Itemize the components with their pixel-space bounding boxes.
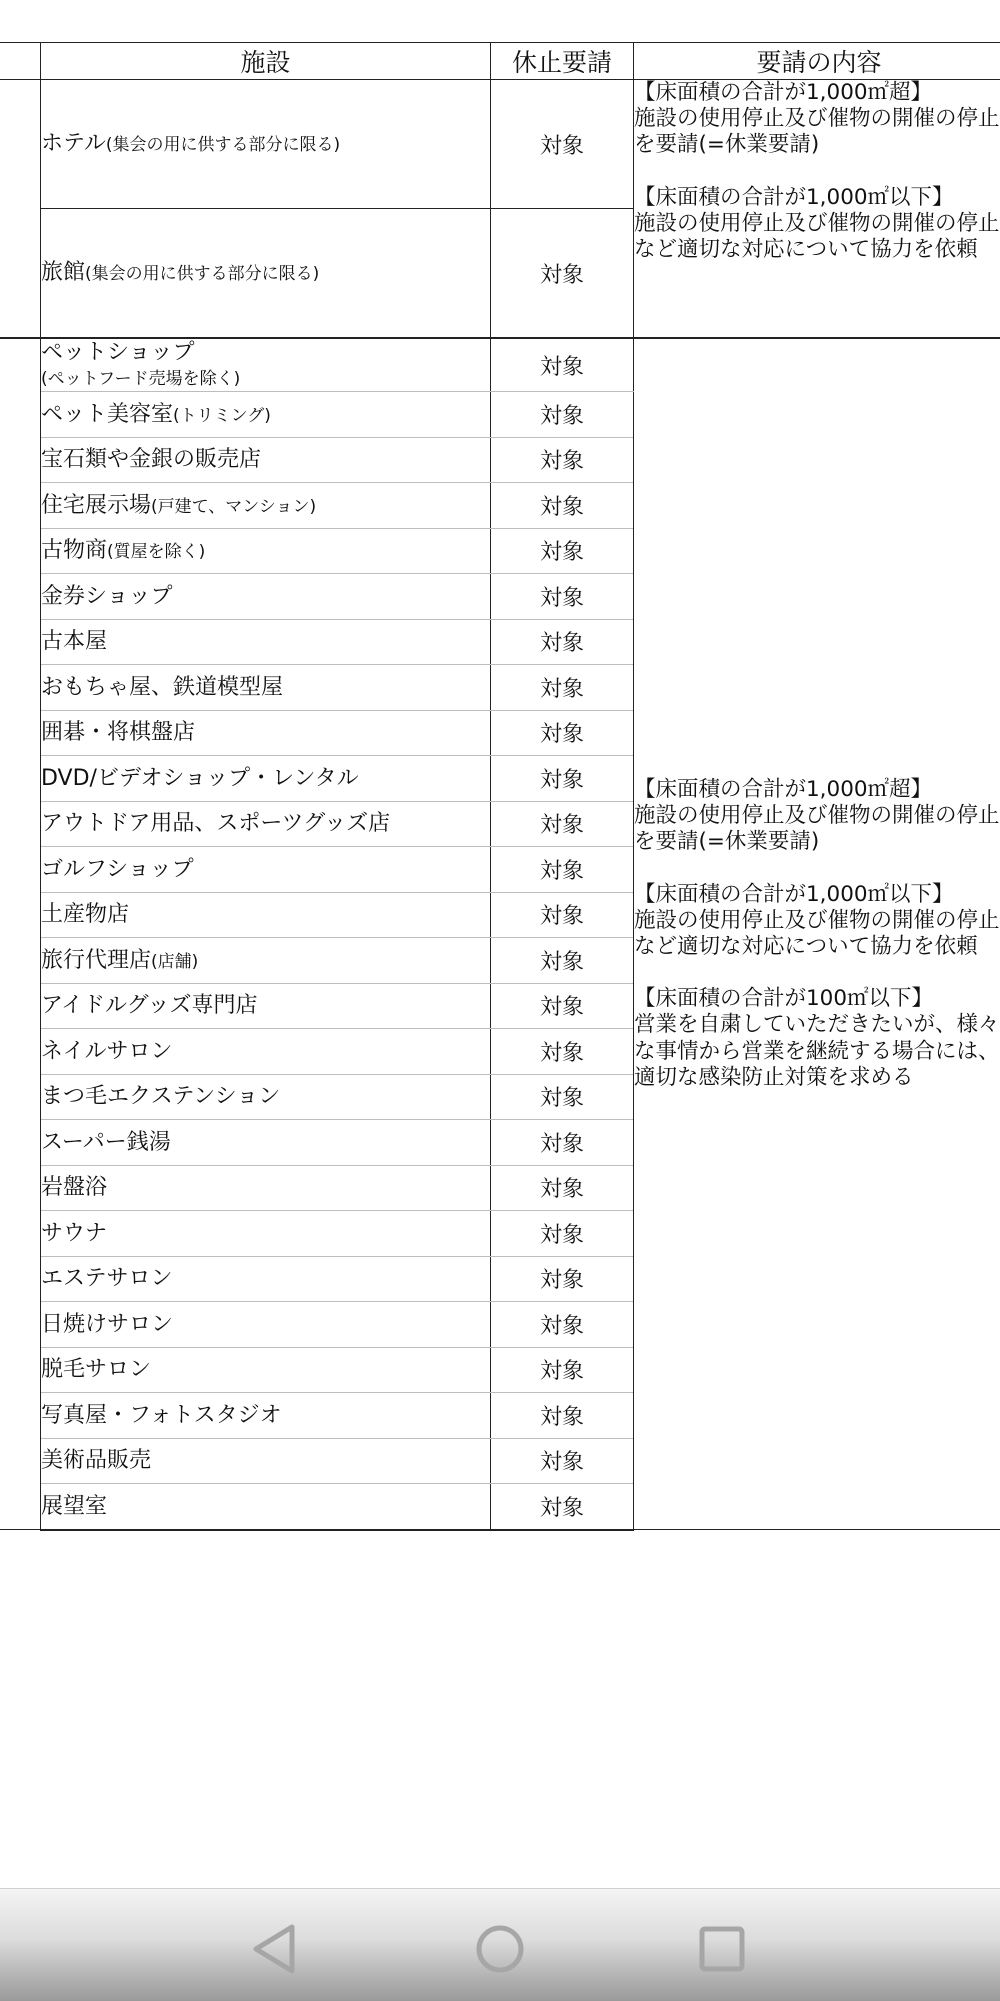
facility-name: 金券ショップ <box>41 584 173 609</box>
facility-note: (質屋を除く) <box>107 542 205 562</box>
table-row <box>0 80 1000 209</box>
system-navigation-bar <box>0 1888 1000 2001</box>
facility-name: 囲碁・将棋盤店 <box>41 720 195 745</box>
facility-name: ネイルサロン <box>41 1039 173 1064</box>
facility-name-cell <box>41 1347 491 1393</box>
closure-flag-cell: 対象 <box>491 1438 634 1484</box>
facility-note: (店舗) <box>151 952 198 972</box>
closure-flag-cell: 対象 <box>491 847 634 893</box>
facility-note: (戸建て、マンション) <box>151 497 316 517</box>
facility-name: スーパー銭湯 <box>41 1130 171 1155</box>
facility-name-cell <box>41 1302 491 1348</box>
group1-body <box>0 80 1000 339</box>
facility-name-cell <box>41 338 491 392</box>
facility-name-cell <box>41 1211 491 1257</box>
closure-flag-cell: 対象 <box>491 665 634 711</box>
facility-name-cell <box>41 1120 491 1166</box>
closure-flag-cell: 対象 <box>491 528 634 574</box>
closure-flag-cell: 対象 <box>491 1211 634 1257</box>
facility-note: (トリミング) <box>173 406 271 426</box>
closure-flag-cell: 対象 <box>491 80 634 209</box>
request-body: 施設の使用停止及び催物の開催の停止など適切な対応について協力を依頼 <box>634 908 1000 960</box>
closure-flag-cell: 対象 <box>491 892 634 938</box>
table-row <box>0 338 1000 392</box>
row-blank-cell <box>0 80 41 339</box>
facility-name-cell <box>41 1393 491 1439</box>
request-body: 施設の使用停止及び催物の開催の停止を要請(=休業要請) <box>634 803 1000 855</box>
request-content-cell <box>634 338 1000 1530</box>
facility-name: アウトドア用品、スポーツグッズ店 <box>41 811 390 836</box>
closure-flag-cell: 対象 <box>491 983 634 1029</box>
request-title: 【床面積の合計が1,000㎡以下】 <box>634 882 1000 908</box>
facility-name: 宝石類や金銀の販売店 <box>41 447 261 472</box>
facility-name: 古物商 <box>41 538 107 563</box>
facility-name-cell <box>41 209 491 339</box>
facility-name-cell <box>41 710 491 756</box>
facility-name: 古本屋 <box>41 629 107 654</box>
facility-name-cell <box>41 756 491 802</box>
facility-name-cell <box>41 1165 491 1211</box>
facility-name-cell <box>41 80 491 209</box>
facility-name: 住宅展示場 <box>41 493 151 518</box>
facility-name-cell <box>41 483 491 529</box>
request-body: 営業を自粛していただきたいが、様々な事情から営業を継続する場合には、適切な感染防止対策を求める <box>634 1012 1000 1091</box>
request-title: 【床面積の合計が1,000㎡超】 <box>634 777 1000 803</box>
closure-flag-cell: 対象 <box>491 574 634 620</box>
facility-name-cell <box>41 437 491 483</box>
request-block <box>634 80 1000 159</box>
request-title: 【床面積の合計が1,000㎡超】 <box>634 80 1000 106</box>
recent-square-icon[interactable] <box>692 1923 752 1975</box>
facility-name-cell <box>41 892 491 938</box>
closure-flag-cell: 対象 <box>491 483 634 529</box>
closure-flag-cell: 対象 <box>491 209 634 339</box>
facility-name: ゴルフショップ <box>41 857 194 882</box>
header-content: 要請の内容 <box>634 43 1000 80</box>
facility-name-cell <box>41 983 491 1029</box>
closure-flag-cell: 対象 <box>491 619 634 665</box>
facility-note: (集会の用に供する部分に限る) <box>85 264 319 284</box>
facility-name-cell <box>41 392 491 438</box>
header-blank <box>0 43 41 80</box>
request-content-cell <box>634 80 1000 339</box>
request-title: 【床面積の合計が100㎡以下】 <box>634 986 1000 1012</box>
header-facility: 施設 <box>41 43 491 80</box>
closure-flag-cell: 対象 <box>491 1256 634 1302</box>
table-header-row <box>0 43 1000 80</box>
facility-name-cell <box>41 619 491 665</box>
facility-name-cell <box>41 528 491 574</box>
facility-name: アイドルグッズ専門店 <box>41 993 257 1018</box>
facility-name-cell <box>41 1256 491 1302</box>
home-circle-icon[interactable] <box>470 1923 530 1975</box>
facility-name-cell <box>41 1029 491 1075</box>
facility-note: (ペットフード売場を除く) <box>41 369 240 389</box>
row-blank-cell <box>0 338 41 1530</box>
closure-flag-cell: 対象 <box>491 1165 634 1211</box>
facility-name: ペットショップ <box>41 340 195 365</box>
facility-name-cell <box>41 1484 491 1530</box>
facility-name: 土産物店 <box>41 902 129 927</box>
request-body: 施設の使用停止及び催物の開催の停止など適切な対応について協力を依頼 <box>634 211 1000 263</box>
facility-name: 脱毛サロン <box>41 1357 151 1382</box>
closure-flag-cell: 対象 <box>491 1302 634 1348</box>
facility-name: サウナ <box>41 1221 107 1246</box>
closure-flag-cell: 対象 <box>491 938 634 984</box>
facility-name: まつ毛エクステンション <box>41 1084 280 1109</box>
facility-name: 日焼けサロン <box>41 1312 173 1337</box>
request-block <box>634 185 1000 264</box>
closure-flag-cell: 対象 <box>491 1120 634 1166</box>
facility-name: 美術品販売 <box>41 1448 151 1473</box>
closure-flag-cell: 対象 <box>491 756 634 802</box>
facility-name-cell <box>41 801 491 847</box>
group2-body <box>0 338 1000 1530</box>
facility-name: 旅行代理店 <box>41 948 151 973</box>
facility-name-cell <box>41 574 491 620</box>
facility-name: ホテル <box>41 131 106 156</box>
facility-name: 旅館 <box>41 260 85 285</box>
closure-flag-cell: 対象 <box>491 1393 634 1439</box>
closure-flag-cell: 対象 <box>491 1347 634 1393</box>
facility-name: おもちゃ屋、鉄道模型屋 <box>41 675 283 700</box>
facility-name-cell <box>41 1074 491 1120</box>
back-triangle-icon[interactable] <box>246 1923 306 1975</box>
facility-name: 展望室 <box>41 1494 107 1519</box>
facility-name-cell <box>41 938 491 984</box>
request-body: 施設の使用停止及び催物の開催の停止を要請(=休業要請) <box>634 106 1000 158</box>
closure-flag-cell: 対象 <box>491 1029 634 1075</box>
facility-name: エステサロン <box>41 1266 173 1291</box>
facility-name: 岩盤浴 <box>41 1175 107 1200</box>
request-block <box>634 777 1000 856</box>
closure-flag-cell: 対象 <box>491 1484 634 1530</box>
facility-name: ペット美容室 <box>41 402 173 427</box>
facility-name: DVD/ビデオショップ・レンタル <box>41 766 359 791</box>
facility-table <box>0 42 1000 1531</box>
facility-name-cell <box>41 665 491 711</box>
closure-flag-cell: 対象 <box>491 392 634 438</box>
closure-flag-cell: 対象 <box>491 710 634 756</box>
request-block <box>634 986 1000 1091</box>
header-closure: 休止要請 <box>491 43 634 80</box>
request-title: 【床面積の合計が1,000㎡以下】 <box>634 185 1000 211</box>
closure-flag-cell: 対象 <box>491 1074 634 1120</box>
facility-name: 写真屋・フォトスタジオ <box>41 1403 282 1428</box>
facility-note: (集会の用に供する部分に限る) <box>106 135 340 155</box>
closure-flag-cell: 対象 <box>491 801 634 847</box>
request-block <box>634 882 1000 961</box>
closure-flag-cell: 対象 <box>491 338 634 392</box>
facility-name-cell <box>41 1438 491 1484</box>
facility-name-cell <box>41 847 491 893</box>
closure-flag-cell: 対象 <box>491 437 634 483</box>
